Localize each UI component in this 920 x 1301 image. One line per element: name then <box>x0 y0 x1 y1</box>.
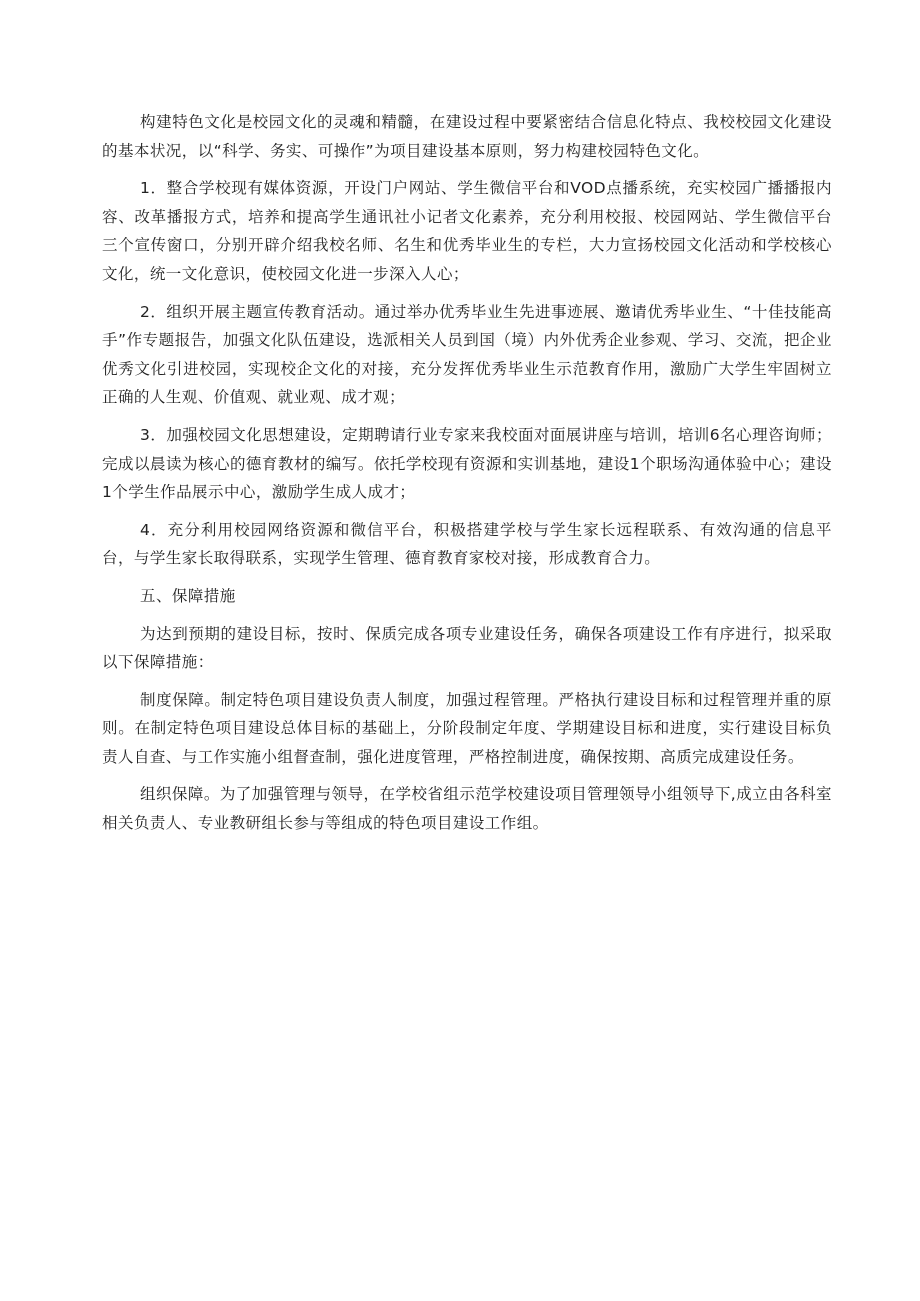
paragraph-item-3: 3．加强校园文化思想建设，定期聘请行业专家来我校面对面展讲座与培训，培训6名心理咨询师；完成以晨读为核心的德育教材的编写。依托学校现有资源和实训基地，建设1个职场沟通体验中心；建设1个学生作品展示中心，激励学生成人成才； <box>102 425 832 502</box>
paragraph-safeguard-intro: 为达到预期的建设目标，按时、保质完成各项专业建设任务，确保各项建设工作有序进行，拟采取以下保障措施： <box>102 624 832 672</box>
paragraph-item-4: 4．充分利用校园网络资源和微信平台，积极搭建学校与学生家长远程联系、有效沟通的信息平台，与学生家长取得联系，实现学生管理、德育教育家校对接，形成教育合力。 <box>102 520 832 568</box>
paragraph-organizational-safeguard: 组织保障。为了加强管理与领导，在学校省组示范学校建设项目管理领导小组领导下,成立由各科室相关负责人、专业教研组长参与等组成的特色项目建设工作组。 <box>102 785 832 833</box>
paragraph-institutional-safeguard: 制度保障。制定特色项目建设负责人制度，加强过程管理。严格执行建设目标和过程管理并重的原则。在制定特色项目建设总体目标的基础上，分阶段制定年度、学期建设目标和进度，实行建设目标负责人自查、与工作实施小组督查制，强化进度管理，严格控制进度，确保按期、高质完成建设任务。 <box>102 690 832 766</box>
paragraph-intro: 构建特色文化是校园文化的灵魂和精髓，在建设过程中要紧密结合信息化特点、我校校园文化建设的基本状况，以“科学、务实、可操作”为项目建设基本原则，努力构建校园特色文化。 <box>102 113 832 160</box>
paragraph-item-1: 1．整合学校现有媒体资源，开设门户网站、学生微信平台和VOD点播系统，充实校园广播播报内容、改革播报方式，培养和提高学生通讯社小记者文化素养，充分利用校报、校园网站、学生微信平台三个宣传窗口，分别开辟介绍我校名师、名生和优秀毕业生的专栏，大力宣扬校园文化活动和学校核心文化，统一文化意识，使校园文化进一步深入人心； <box>102 179 832 283</box>
paragraph-item-2: 2．组织开展主题宣传教育活动。通过举办优秀毕业生先进事迹展、邀请优秀毕业生、“十佳技能高手”作专题报告，加强文化队伍建设，选派相关人员到国（境）内外优秀企业参观、学习、交流，把企业优秀文化引进校园，实现校企文化的对接，充分发挥优秀毕业生示范教育作用，激励广大学生牢固树立正确的人生观、价值观、就业观、成才观； <box>102 302 832 407</box>
section-heading: 五、保障措施 <box>140 586 236 605</box>
document-body <box>102 108 832 847</box>
